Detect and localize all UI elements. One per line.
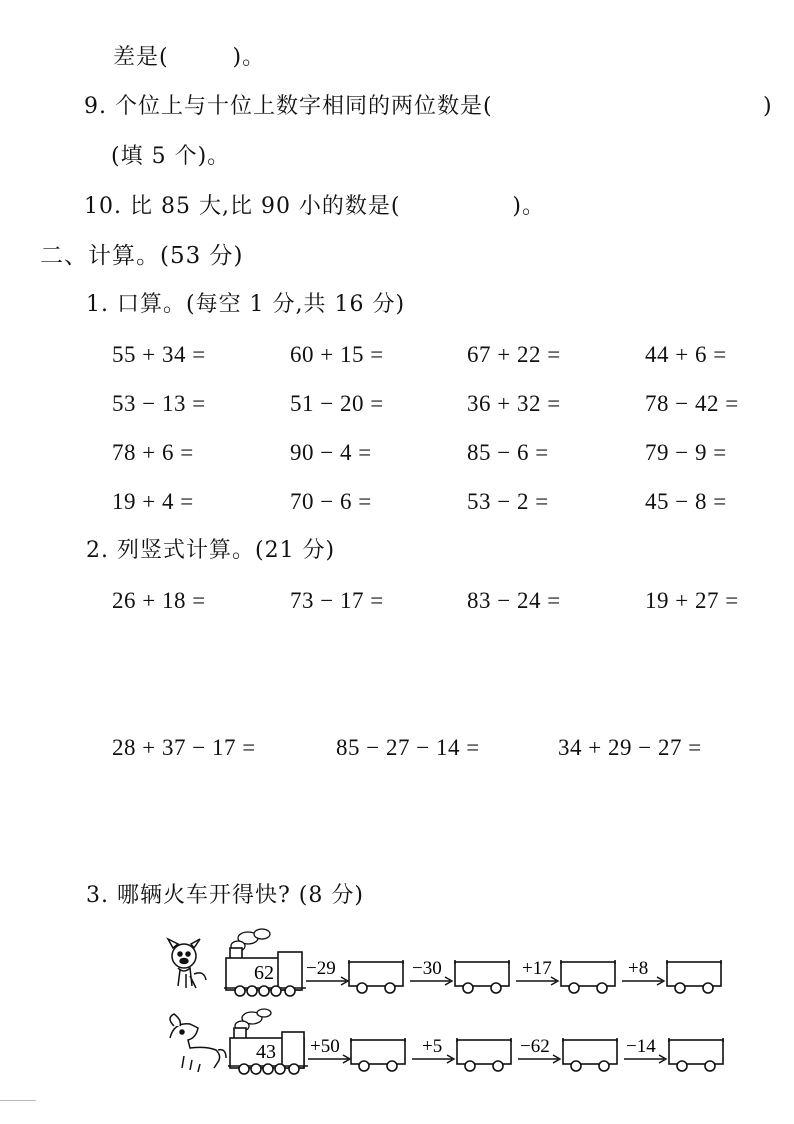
vertical-eq: 28 + 37 − 17 = — [112, 735, 256, 760]
wagon-icon — [457, 1038, 511, 1071]
vertical-eq: 26 + 18 = — [112, 588, 206, 613]
section2-title: 二、计算。(53 分) — [40, 243, 244, 269]
oral-eq: 53 − 2 = — [467, 489, 549, 514]
wagon-icon — [667, 960, 721, 993]
oral-eq: 78 + 6 = — [112, 440, 194, 465]
train-start-value: 62 — [254, 962, 274, 984]
train-row-dog — [160, 930, 740, 1000]
oral-eq: 70 − 6 = — [290, 489, 372, 514]
train-chain — [160, 930, 740, 1000]
train-start-value: 43 — [256, 1041, 276, 1063]
horse-icon — [170, 1014, 226, 1072]
oral-eq: 60 + 15 = — [290, 342, 384, 367]
train-row-horse — [160, 1008, 740, 1078]
oral-eq: 85 − 6 = — [467, 440, 549, 465]
train-op: −62 — [520, 1036, 550, 1057]
vertical-eq: 73 − 17 = — [290, 588, 384, 613]
oral-eq: 67 + 22 = — [467, 342, 561, 367]
dog-icon — [168, 939, 206, 988]
oral-eq: 19 + 4 = — [112, 489, 194, 514]
oral-eq: 90 − 4 = — [290, 440, 372, 465]
oral-eq: 51 − 20 = — [290, 391, 384, 416]
part3-title: 3. 哪辆火车开得快? (8 分) — [86, 883, 364, 908]
oral-eq: 44 + 6 = — [645, 342, 727, 367]
wagon-icon — [563, 1038, 617, 1071]
train-chain — [160, 1008, 740, 1078]
vertical-eq: 19 + 27 = — [645, 588, 739, 613]
train-op: −14 — [626, 1036, 656, 1057]
wagon-icon — [351, 1038, 405, 1071]
vertical-eq: 34 + 29 − 27 = — [558, 735, 702, 760]
part1-title: 1. 口算。(每空 1 分,共 16 分) — [86, 292, 406, 317]
wagon-icon — [455, 960, 509, 993]
train-op: +50 — [310, 1036, 340, 1057]
vertical-eq: 85 − 27 − 14 = — [336, 735, 480, 760]
q9-line2: (填 5 个)。 — [111, 144, 231, 169]
part2-title: 2. 列竖式计算。(21 分) — [86, 538, 336, 563]
oral-eq: 55 + 34 = — [112, 342, 206, 367]
wagon-icon — [561, 960, 615, 993]
wagon-icon — [349, 960, 403, 993]
q9-close-paren: ) — [763, 94, 773, 119]
q10: 10. 比 85 大,比 90 小的数是( )。 — [84, 194, 546, 219]
train-op: −30 — [412, 958, 442, 979]
vertical-eq: 83 − 24 = — [467, 588, 561, 613]
wagon-icon — [669, 1038, 723, 1071]
oral-eq: 36 + 32 = — [467, 391, 561, 416]
q9-line1: 9. 个位上与十位上数字相同的两位数是( — [84, 94, 493, 119]
oral-eq: 79 − 9 = — [645, 440, 727, 465]
q8-tail: 差是( )。 — [113, 45, 266, 70]
train-op: +8 — [628, 958, 649, 979]
train-op: −29 — [306, 958, 336, 979]
oral-eq: 45 − 8 = — [645, 489, 727, 514]
oral-eq: 53 − 13 = — [112, 391, 206, 416]
train-op: +17 — [522, 958, 552, 979]
page-corner-rule — [0, 1100, 36, 1101]
train-op: +5 — [422, 1036, 443, 1057]
oral-eq: 78 − 42 = — [645, 391, 739, 416]
